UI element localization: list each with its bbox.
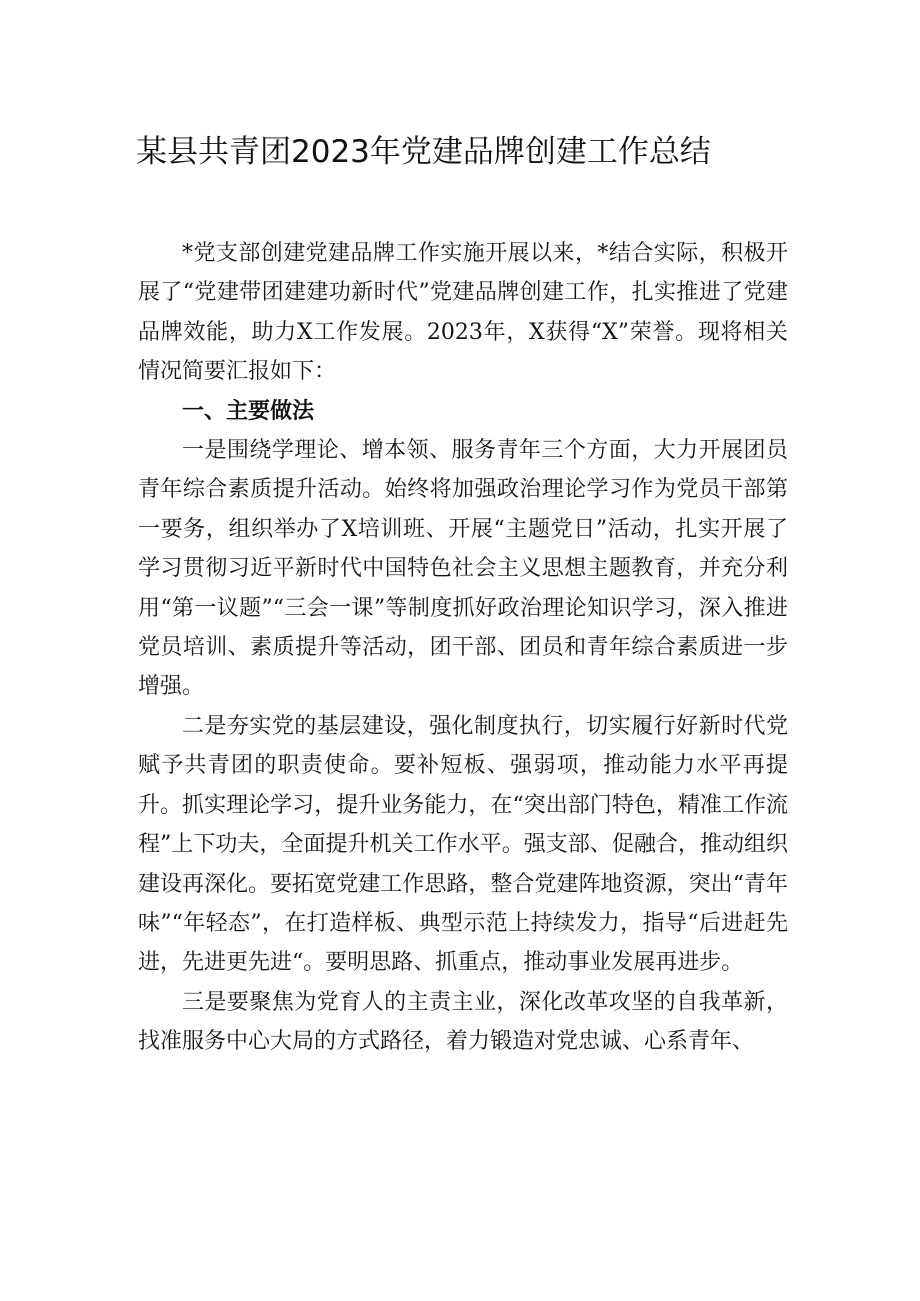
section-heading: 一、主要做法 <box>182 398 315 424</box>
intro-paragraph: *党支部创建党建品牌工作实施开展以来，*结合实际，积极开展了“党建带团建建功新时代”党建品牌创建工作，扎实推进了党建品牌效能，助力X工作发展。2023年，X获得“X”荣誉。现将相关情况简要汇报如下： <box>138 241 788 385</box>
paragraph-2: 二是夯实党的基层建设，强化制度执行，切实履行好新时代党赋予共青团的职责使命。要补短板、强弱项，推动能力水平再提升。抓实理论学习，提升业务能力，在“突出部门特色，精准工作流程”上下功夫，全面提升机关工作水平。强支部、促融合，推动组织建设再深化。要拓宽党建工作思路，整合党建阵地资源，突出“青年味”“年轻态”，在打造样板、典型示范上持续发力，指导“后进赶先进，先进更先进“。要明思路、抓重点，推动事业发展再进步。 <box>138 713 788 976</box>
paragraph-1: 一是围绕学理论、增本领、服务青年三个方面，大力开展团员青年综合素质提升活动。始终将加强政治理论学习作为党员干部第一要务，组织举办了X培训班、开展“主题党日”活动，扎实开展了学习贯彻习近平新时代中国特色社会主义思想主题教育，并充分利用“第一议题”“三会一课”等制度抓好政治理论知识学习，深入推进党员培训、素质提升等活动，团干部、团员和青年综合素质进一步增强。 <box>138 438 788 700</box>
paragraph-3: 三是要聚焦为党育人的主责主业，深化改革攻坚的自我革新，找准服务中心大局的方式路径，着力锻造对党忠诚、心系青年、 <box>138 989 788 1055</box>
document-title: 某县共青团2023年党建品牌创建工作总结 <box>136 134 711 170</box>
document-body <box>138 234 788 1062</box>
